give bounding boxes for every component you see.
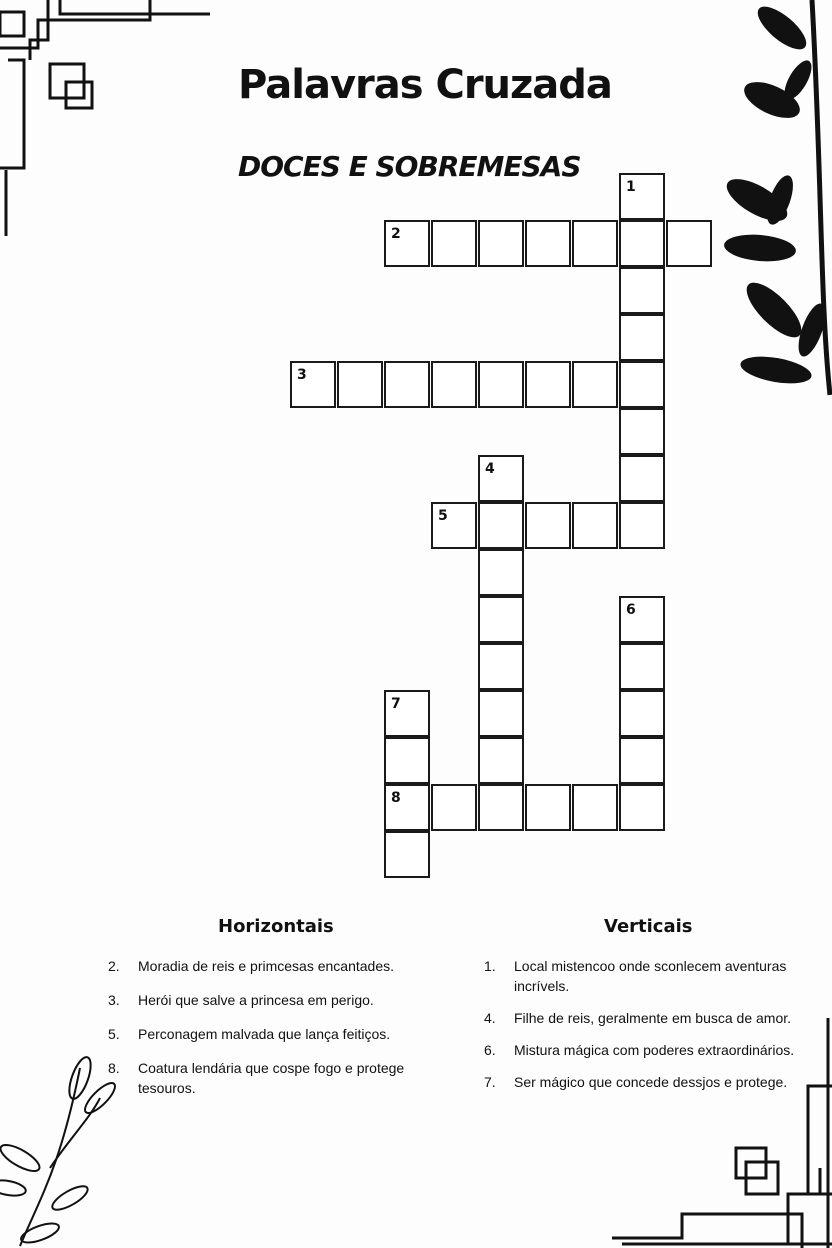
crossword-cell[interactable] <box>478 361 524 408</box>
crossword-cell[interactable] <box>290 361 336 408</box>
down-clue-list <box>484 956 804 1104</box>
clue-text: Ser mágico que concede dessjos e protege. <box>514 1074 788 1090</box>
across-clue <box>108 956 428 976</box>
crossword-cell[interactable] <box>619 220 665 267</box>
clue-text: Herói que salve a princesa em perigo. <box>138 992 374 1008</box>
crossword-cell[interactable] <box>431 220 477 267</box>
crossword-cell[interactable] <box>431 361 477 408</box>
leaf-branch-top-right <box>712 0 832 400</box>
crossword-cell[interactable] <box>384 784 430 831</box>
crossword-cell[interactable] <box>478 596 524 643</box>
crossword-cell[interactable] <box>525 502 571 549</box>
cell-number: 1 <box>626 179 636 195</box>
cell-number: 6 <box>626 602 636 618</box>
clue-number: 1. <box>484 958 496 974</box>
crossword-cell[interactable] <box>572 502 618 549</box>
down-clue <box>484 956 804 996</box>
crossword-cell[interactable] <box>619 737 665 784</box>
crossword-cell[interactable] <box>478 737 524 784</box>
cell-number: 5 <box>438 508 448 524</box>
crossword-cell[interactable] <box>572 220 618 267</box>
across-heading: Horizontais <box>218 916 334 937</box>
crossword-cell[interactable] <box>619 361 665 408</box>
crossword-cell[interactable] <box>525 361 571 408</box>
crossword-cell[interactable] <box>619 455 665 502</box>
crossword-cell[interactable] <box>478 549 524 596</box>
crossword-cell[interactable] <box>478 690 524 737</box>
crossword-cell[interactable] <box>478 784 524 831</box>
cell-number: 8 <box>391 790 401 806</box>
crossword-cell[interactable] <box>384 361 430 408</box>
crossword-cell[interactable] <box>619 267 665 314</box>
across-clue <box>108 1058 428 1098</box>
crossword-cell[interactable] <box>478 643 524 690</box>
clue-number: 5. <box>108 1026 120 1042</box>
crossword-cell[interactable] <box>431 784 477 831</box>
page-title: Palavras Cruzada <box>238 62 612 108</box>
crossword-cell[interactable] <box>478 502 524 549</box>
clue-text: Moradia de reis e primcesas encantades. <box>138 958 395 974</box>
clue-number: 6. <box>484 1042 496 1058</box>
cell-number: 4 <box>485 461 495 477</box>
crossword-cell[interactable] <box>337 361 383 408</box>
crossword-cell[interactable] <box>619 690 665 737</box>
clue-text: Filhe de reis, geralmente em busca de amor. <box>514 1010 792 1026</box>
clue-number: 3. <box>108 992 120 1008</box>
crossword-cell[interactable] <box>619 596 665 643</box>
crossword-cell[interactable] <box>619 408 665 455</box>
crossword-cell[interactable] <box>666 220 712 267</box>
crossword-cell[interactable] <box>478 220 524 267</box>
crossword-cell[interactable] <box>619 502 665 549</box>
crossword-cell[interactable] <box>384 690 430 737</box>
crossword-cell[interactable] <box>619 643 665 690</box>
across-clue-list <box>108 956 428 1112</box>
across-clue <box>108 1024 428 1044</box>
down-clue <box>484 1040 804 1060</box>
crossword-cell[interactable] <box>572 361 618 408</box>
crossword-cell[interactable] <box>572 784 618 831</box>
across-clue <box>108 990 428 1010</box>
clue-number: 4. <box>484 1010 496 1026</box>
crossword-cell[interactable] <box>525 784 571 831</box>
crossword-cell[interactable] <box>619 314 665 361</box>
down-clue <box>484 1008 804 1028</box>
crossword-cell[interactable] <box>619 173 665 220</box>
down-heading: Verticais <box>604 916 693 937</box>
crossword-cell[interactable] <box>384 220 430 267</box>
cell-number: 7 <box>391 696 401 712</box>
cell-number: 3 <box>297 367 307 383</box>
cell-number: 2 <box>391 226 401 242</box>
down-clue <box>484 1072 804 1092</box>
clue-number: 2. <box>108 958 120 974</box>
crossword-cell[interactable] <box>384 737 430 784</box>
clue-text: Coatura lendária que cospe fogo e protege tesouros. <box>138 1060 405 1096</box>
corner-lines-top-left <box>0 0 220 240</box>
crossword-cell[interactable] <box>525 220 571 267</box>
clue-text: Perconagem malvada que lança feitiços. <box>138 1026 391 1042</box>
puzzle-theme-subtitle: DOCES E SOBREMESAS <box>238 150 581 183</box>
clue-text: Local mistencoo onde sconlecem aventuras incrívels. <box>514 958 787 994</box>
crossword-cell[interactable] <box>384 831 430 878</box>
crossword-cell[interactable] <box>431 502 477 549</box>
clue-text: Mistura mágica com poderes extraordinários. <box>514 1042 795 1058</box>
clue-number: 7. <box>484 1074 496 1090</box>
clue-number: 8. <box>108 1060 120 1076</box>
crossword-cell[interactable] <box>478 455 524 502</box>
crossword-cell[interactable] <box>619 784 665 831</box>
